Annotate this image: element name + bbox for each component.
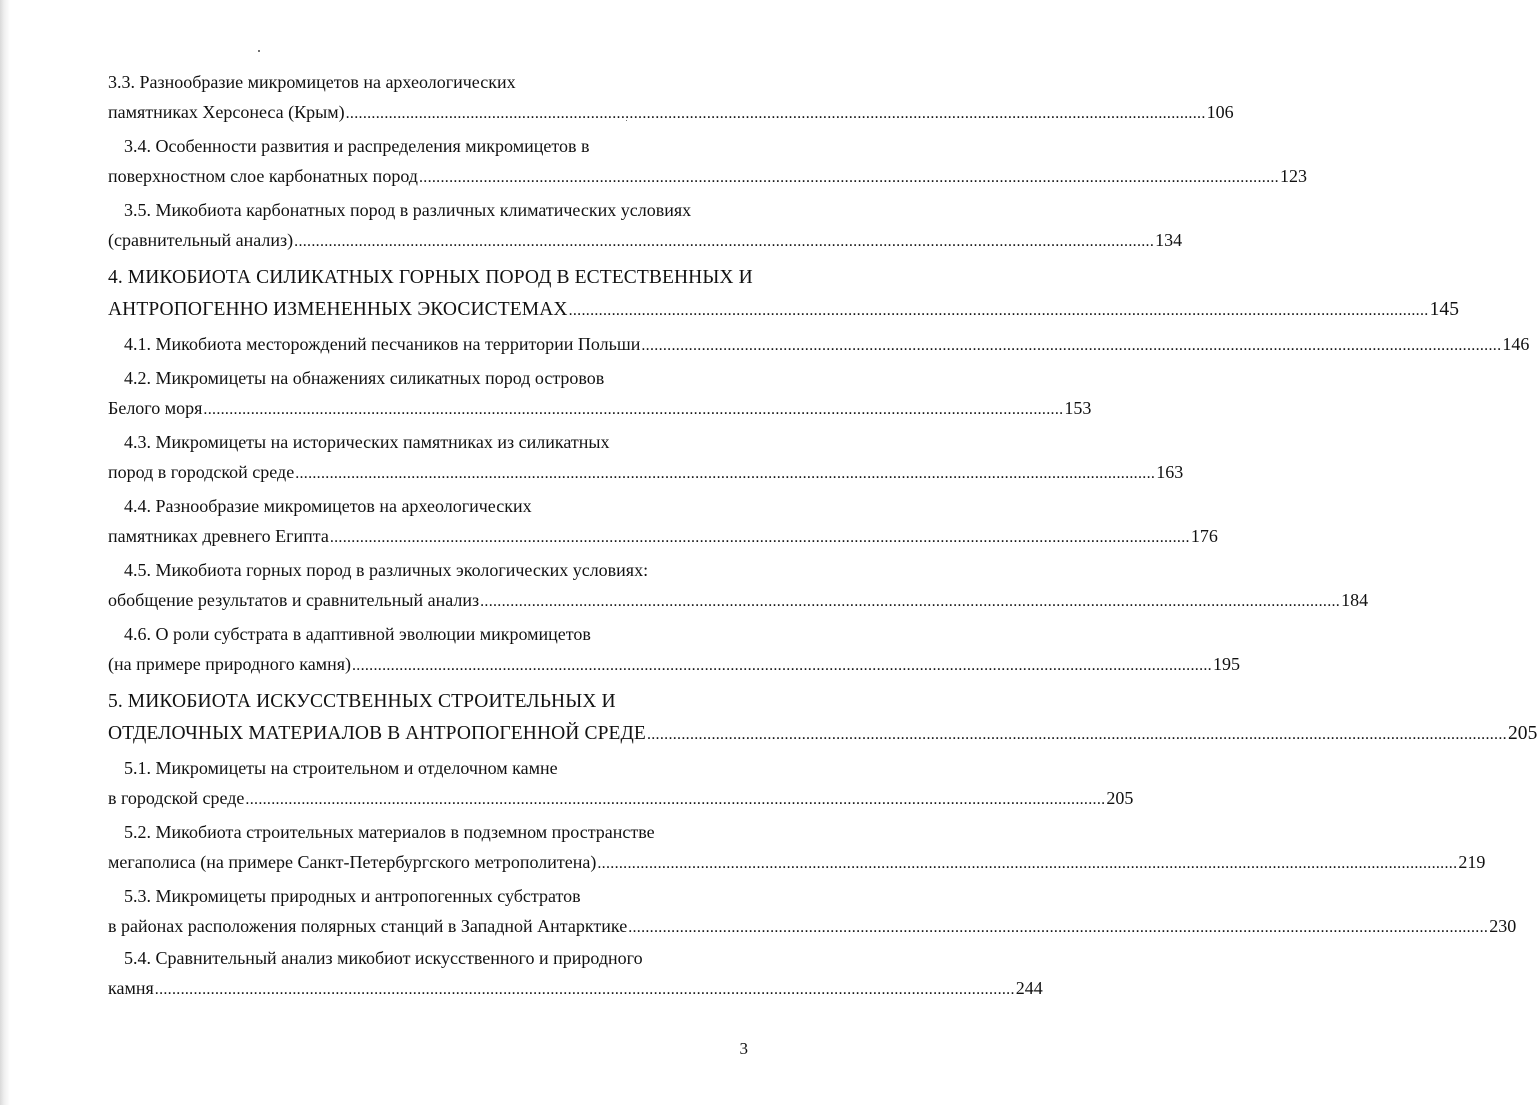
toc-entry-4-2-line-1	[124, 364, 738, 392]
toc-entry-text: 5.1. Микромицеты на строительном и отделочном камне	[124, 758, 558, 778]
toc-entry-text: памятниках древнего Египта	[108, 526, 329, 546]
toc-page-number: 176	[1190, 526, 1218, 546]
toc-page-number: 230	[1489, 916, 1517, 936]
toc-entry-4-2-line-2	[108, 394, 1092, 422]
toc-entry-4-1	[124, 330, 1530, 358]
toc-entry-text: (сравнительный анализ)	[108, 230, 294, 250]
toc-page-number: 205	[1106, 788, 1134, 808]
toc-entry-3-4-line-1	[124, 132, 738, 160]
dot-leader: ........................................................................................................................................................................................................	[480, 593, 1341, 610]
toc-entry-4-6-line-2	[108, 650, 1240, 678]
toc-entry-5-4-line-2	[108, 974, 1043, 1002]
toc-entry-text: 5.3. Микромицеты природных и антропогенных субстратов	[124, 886, 581, 906]
toc-entry-text: 4.5. Микобиота горных пород в различных экологических условиях:	[124, 560, 649, 580]
dot-leader: ........................................................................................................................................................................................................	[646, 726, 1507, 743]
toc-page-number: 146	[1502, 334, 1530, 354]
toc-chapter-5-line-1	[108, 688, 738, 716]
toc-entry-5-1-line-2	[108, 784, 1134, 812]
toc-entry-5-4-line-1	[124, 944, 738, 972]
toc-entry-4-3-line-1	[124, 428, 738, 456]
dot-leader: ........................................................................................................................................................................................................	[295, 465, 1156, 482]
toc-entry-text: в районах расположения полярных станций в Западной Антарктике	[108, 916, 628, 936]
toc-entry-text: 4.4. Разнообразие микромицетов на археологических	[124, 496, 532, 516]
toc-entry-4-5-line-2	[108, 586, 1369, 614]
toc-chapter-5-line-2	[108, 720, 1538, 748]
dot-leader: ........................................................................................................................................................................................................	[329, 529, 1190, 546]
dot-leader: ........................................................................................................................................................................................................	[245, 791, 1106, 808]
toc-page-number: 145	[1429, 299, 1460, 320]
toc-entry-4-3-line-2	[108, 458, 1184, 486]
page-number: 3	[739, 1039, 748, 1058]
toc-chapter-title: АНТРОПОГЕННО ИЗМЕНЕННЫХ ЭКОСИСТЕМАХ	[108, 299, 568, 320]
toc-entry-text: 5.4. Сравнительный анализ микобиот искусственного и природного	[124, 948, 643, 968]
toc-page-number: 134	[1155, 230, 1183, 250]
toc-page-number: 205	[1507, 723, 1538, 744]
toc-chapter-4-line-1	[108, 264, 753, 292]
dot-leader: ........................................................................................................................................................................................................	[294, 233, 1155, 250]
toc-entry-text: 4.6. О роли субстрата в адаптивной эволюции микромицетов	[124, 624, 591, 644]
toc-page-number: 163	[1156, 462, 1184, 482]
toc-chapter-title: ОТДЕЛОЧНЫХ МАТЕРИАЛОВ В АНТРОПОГЕННОЙ СРЕДЕ	[108, 723, 646, 744]
toc-entry-text: 4.1. Микобиота месторождений песчаников на территории Польши	[124, 334, 641, 354]
toc-entry-text: 3.3. Разнообразие микромицетов на археологических	[108, 72, 516, 92]
toc-entry-5-2-line-1	[124, 818, 738, 846]
toc-entry-text: 4.2. Микромицеты на обнажениях силикатных пород островов	[124, 368, 605, 388]
dot-leader: ........................................................................................................................................................................................................	[351, 657, 1212, 674]
toc-page-number: 106	[1206, 102, 1234, 122]
toc-chapter-title: 5. МИКОБИОТА ИСКУССТВЕННЫХ СТРОИТЕЛЬНЫХ И	[108, 691, 616, 712]
toc-entry-4-6-line-1	[124, 620, 738, 648]
toc-entry-text: 3.4. Особенности развития и распределения микромицетов в	[124, 136, 590, 156]
toc-entry-3-4-line-2	[108, 162, 1307, 190]
toc-entry-text: Белого моря	[108, 398, 203, 418]
toc-chapter-4-line-2	[108, 296, 1460, 324]
dot-leader: ........................................................................................................................................................................................................	[628, 919, 1489, 936]
toc-entry-3-3-line-2	[108, 98, 1234, 126]
toc-entry-text: в городской среде	[108, 788, 245, 808]
scan-edge-shadow	[0, 0, 10, 1105]
toc-chapter-title: 4. МИКОБИОТА СИЛИКАТНЫХ ГОРНЫХ ПОРОД В ЕСТЕСТВЕННЫХ И	[108, 267, 753, 288]
toc-entry-3-5-line-1	[124, 196, 738, 224]
toc-entry-4-4-line-1	[124, 492, 738, 520]
toc-page-number: 184	[1341, 590, 1369, 610]
toc-entry-text: (на примере природного камня)	[108, 654, 351, 674]
toc-page-number: 195	[1212, 654, 1240, 674]
toc-entry-5-2-line-2	[108, 848, 1486, 876]
toc-entry-5-3-line-2	[108, 912, 1517, 940]
dot-leader: ........................................................................................................................................................................................................	[568, 302, 1429, 319]
toc-entry-3-5-line-2	[108, 226, 1183, 254]
toc-entry-text: 4.3. Микромицеты на исторических памятниках из силикатных	[124, 432, 610, 452]
toc-entry-3-3-line-1	[108, 68, 738, 96]
toc-page-number: 123	[1279, 166, 1307, 186]
toc-page-number: 153	[1064, 398, 1092, 418]
toc-entry-text: поверхностном слое карбонатных пород	[108, 166, 418, 186]
dot-leader: ........................................................................................................................................................................................................	[641, 337, 1502, 354]
toc-entry-5-3-line-1	[124, 882, 738, 910]
scan-speck	[258, 50, 260, 52]
toc-entry-text: пород в городской среде	[108, 462, 295, 482]
toc-entry-4-5-line-1	[124, 556, 738, 584]
toc-entry-5-1-line-1	[124, 754, 738, 782]
toc-entry-text: 5.2. Микобиота строительных материалов в подземном пространстве	[124, 822, 655, 842]
dot-leader: ........................................................................................................................................................................................................	[418, 169, 1279, 186]
dot-leader: ........................................................................................................................................................................................................	[345, 105, 1206, 122]
toc-entry-text: 3.5. Микобиота карбонатных пород в различных климатических условиях	[124, 200, 692, 220]
dot-leader: ........................................................................................................................................................................................................	[154, 981, 1015, 998]
toc-entry-text: мегаполиса (на примере Санкт-Петербургского метрополитена)	[108, 852, 597, 872]
toc-entry-4-4-line-2	[108, 522, 1218, 550]
toc-entry-text: обобщение результатов и сравнительный анализ	[108, 590, 480, 610]
toc-entry-text: камня	[108, 978, 154, 998]
toc-page-number: 244	[1015, 978, 1043, 998]
toc-page-number: 219	[1458, 852, 1486, 872]
dot-leader: ........................................................................................................................................................................................................	[203, 401, 1064, 418]
dot-leader: ........................................................................................................................................................................................................	[597, 855, 1458, 872]
toc-entry-text: памятниках Херсонеса (Крым)	[108, 102, 345, 122]
